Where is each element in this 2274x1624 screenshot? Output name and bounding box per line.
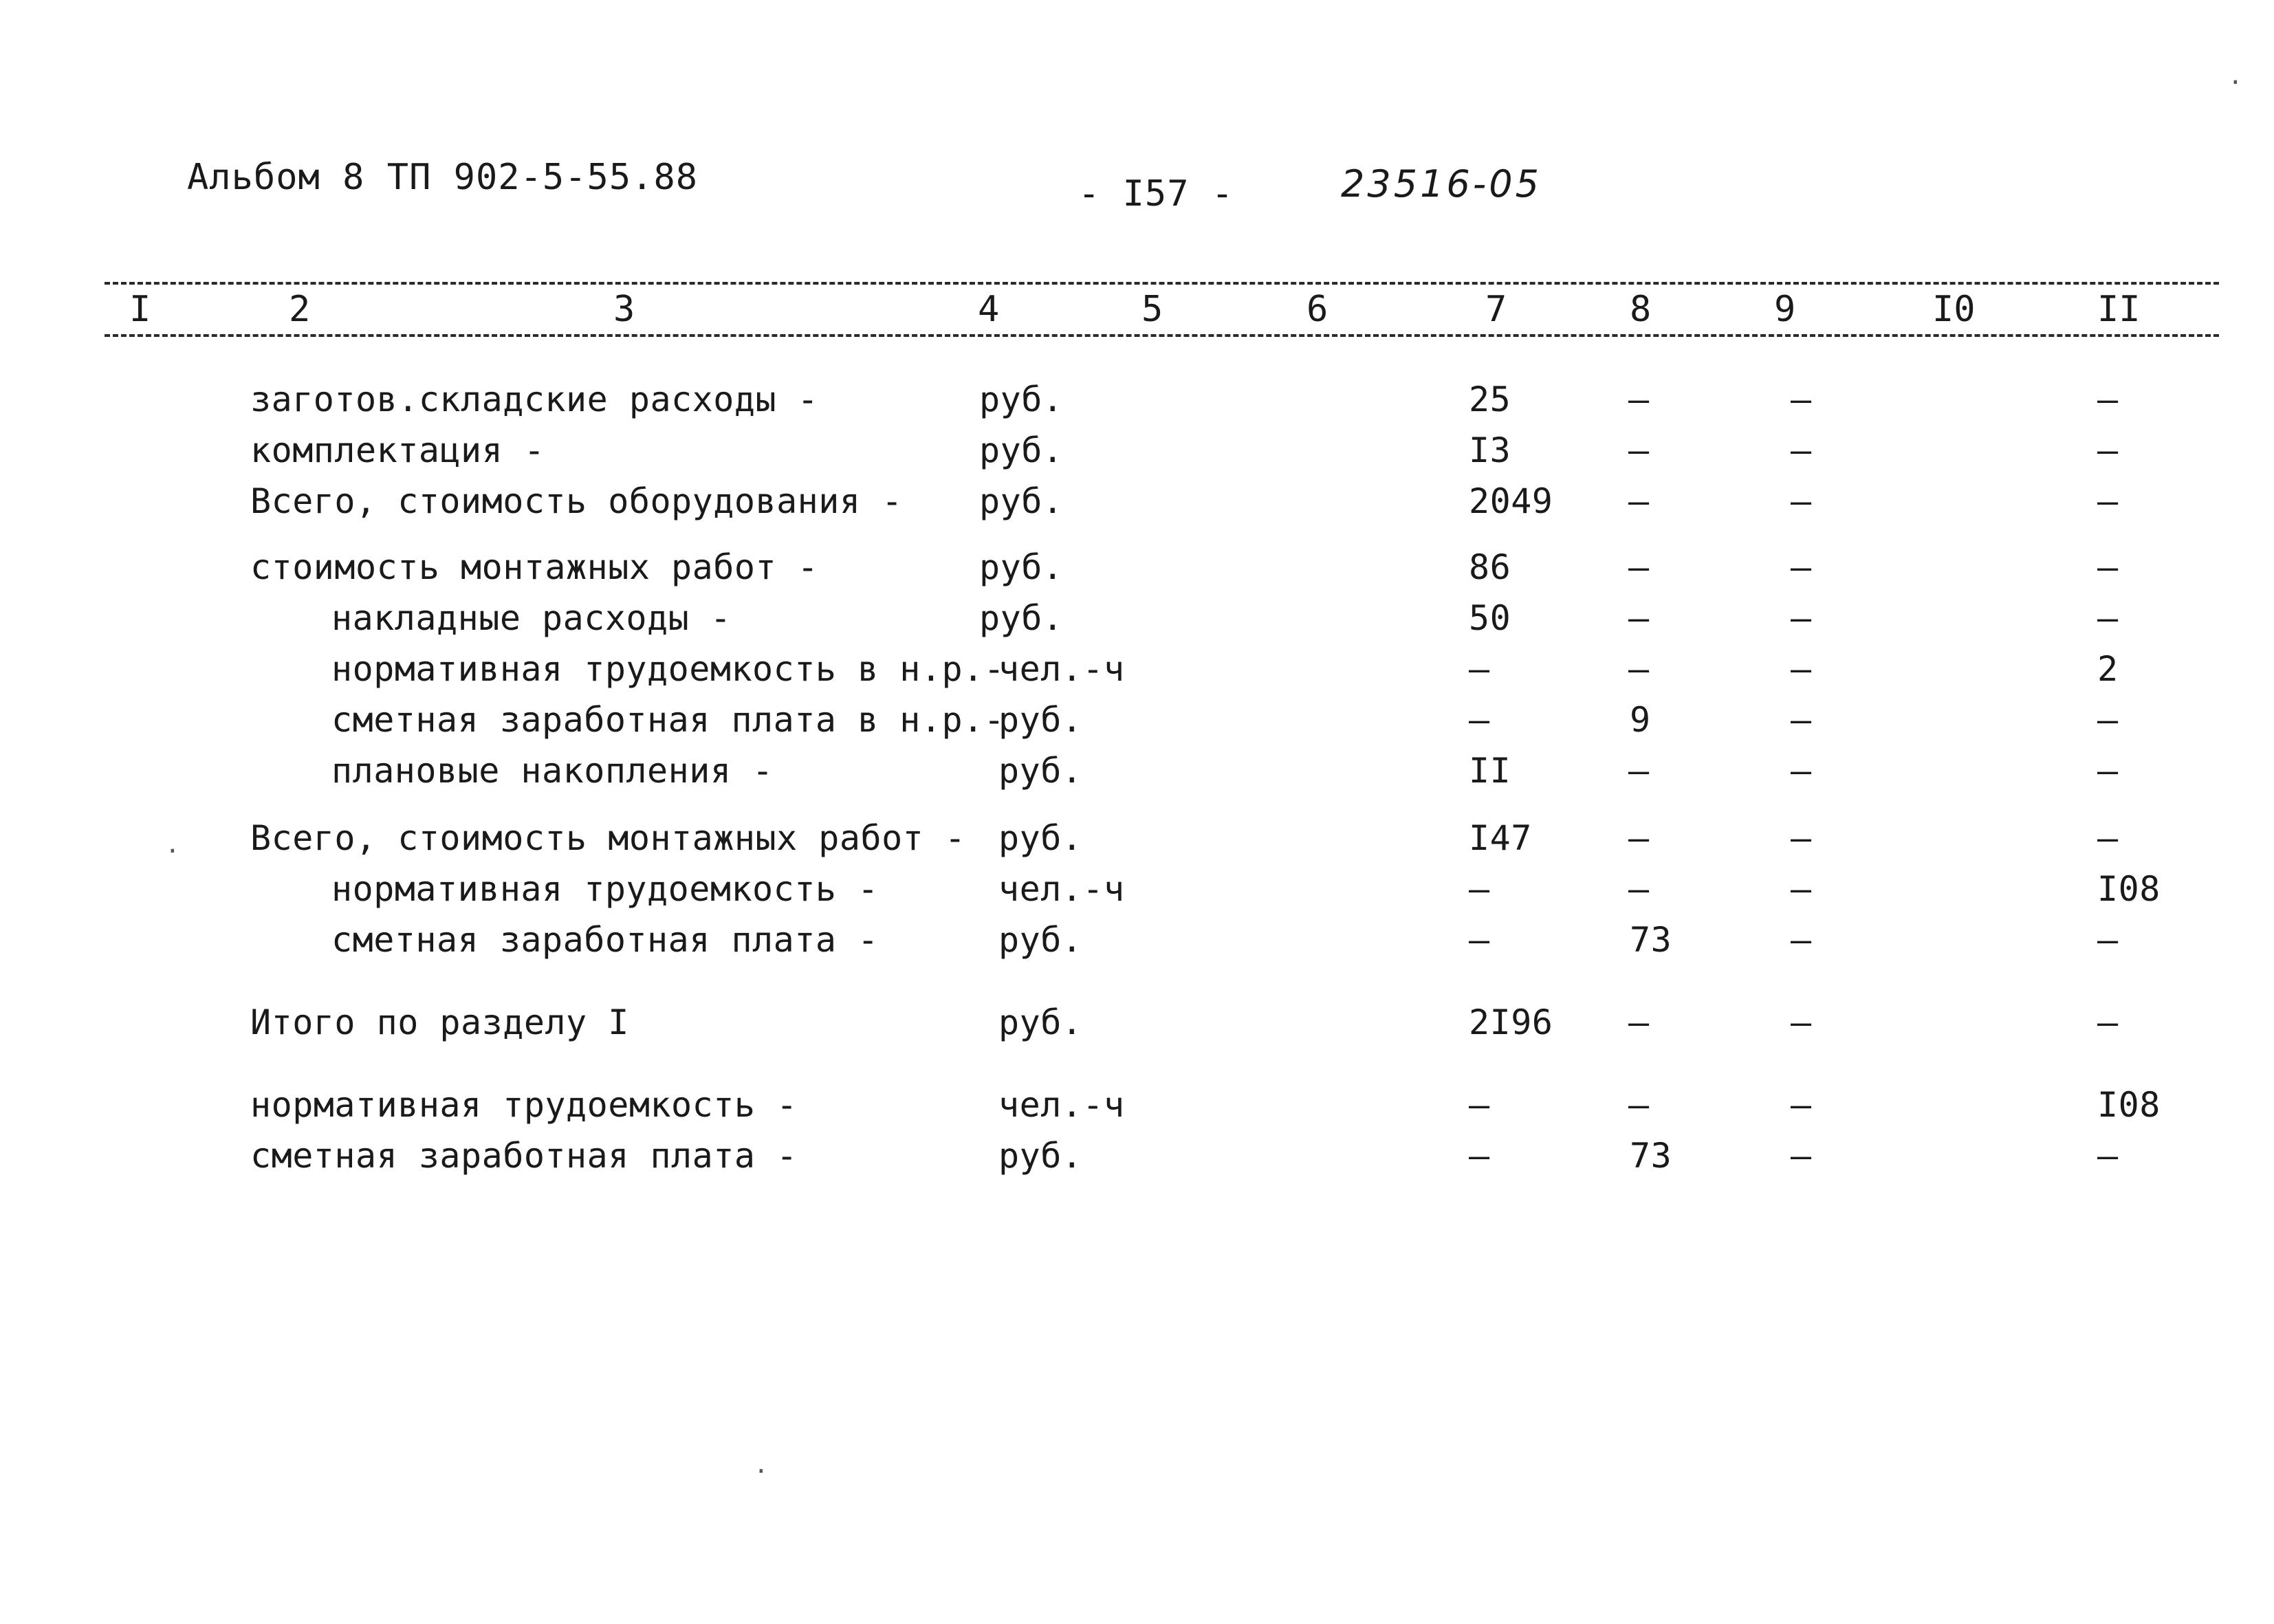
row-value-col11: 2 xyxy=(2097,649,2119,689)
row-value-col8: – xyxy=(1628,818,1650,858)
column-number: II xyxy=(2097,289,2141,330)
row-value-col9: – xyxy=(1791,818,1812,858)
row-unit: чел.-ч xyxy=(998,1085,1125,1125)
row-unit: чел.-ч xyxy=(998,649,1125,689)
scan-speck: · xyxy=(165,837,180,866)
row-unit: руб. xyxy=(979,598,1064,638)
column-number: I xyxy=(129,289,151,330)
row-value-col8: – xyxy=(1628,430,1650,470)
scan-speck: · xyxy=(754,1458,769,1486)
row-value-col9: – xyxy=(1791,1085,1812,1125)
row-value-col8: 73 xyxy=(1630,1136,1672,1176)
row-value-col7: – xyxy=(1469,869,1490,909)
row-value-col7: – xyxy=(1469,649,1490,689)
column-number: 3 xyxy=(613,289,635,330)
row-value-col8: – xyxy=(1628,481,1650,521)
row-value-col11: – xyxy=(2097,700,2119,740)
row-value-col7: – xyxy=(1469,700,1490,740)
row-unit: руб. xyxy=(979,380,1064,419)
row-label: сметная заработная плата - xyxy=(250,1136,798,1176)
table-rule-top xyxy=(105,282,2219,285)
column-number: I0 xyxy=(1932,289,1976,330)
row-value-col11: – xyxy=(2097,598,2119,638)
row-value-col7: – xyxy=(1469,920,1490,960)
row-value-col9: – xyxy=(1791,1136,1812,1176)
row-label: сметная заработная плата в н.р.- xyxy=(331,700,1005,740)
scan-speck: · xyxy=(2228,69,2243,97)
row-label: Итого по разделу I xyxy=(250,1002,629,1042)
row-unit: руб. xyxy=(979,481,1064,521)
row-value-col8: – xyxy=(1628,380,1650,419)
column-number: 4 xyxy=(978,289,1000,330)
row-value-col7: I3 xyxy=(1469,430,1511,470)
row-unit: руб. xyxy=(998,1002,1083,1042)
row-label: Всего, стоимость оборудования - xyxy=(250,481,903,521)
row-label: Всего, стоимость монтажных работ - xyxy=(250,818,966,858)
row-value-col9: – xyxy=(1791,380,1812,419)
row-value-col9: – xyxy=(1791,547,1812,587)
row-value-col7: 2I96 xyxy=(1469,1002,1553,1042)
row-value-col7: 86 xyxy=(1469,547,1511,587)
row-label: плановые накопления - xyxy=(331,751,774,791)
row-value-col8: 9 xyxy=(1630,700,1651,740)
row-value-col8: – xyxy=(1628,869,1650,909)
row-value-col11: – xyxy=(2097,1002,2119,1042)
row-value-col7: – xyxy=(1469,1085,1490,1125)
row-value-col8: – xyxy=(1628,1085,1650,1125)
row-value-col11: – xyxy=(2097,380,2119,419)
album-reference: Альбом 8 ТП 902-5-55.88 xyxy=(187,157,699,198)
row-unit: чел.-ч xyxy=(998,869,1125,909)
row-value-col11: – xyxy=(2097,818,2119,858)
row-value-col9: – xyxy=(1791,751,1812,791)
row-label: стоимость монтажных работ - xyxy=(250,547,819,587)
row-label: комплектация - xyxy=(250,430,545,470)
row-value-col9: – xyxy=(1791,598,1812,638)
column-number: 7 xyxy=(1485,289,1507,330)
row-value-col7: I47 xyxy=(1469,818,1532,858)
document-number: 23516-05 xyxy=(1341,162,1542,206)
column-number: 5 xyxy=(1141,289,1163,330)
row-unit: руб. xyxy=(998,920,1083,960)
row-value-col9: – xyxy=(1791,920,1812,960)
row-label: заготов.складские расходы - xyxy=(250,380,819,419)
row-value-col11: I08 xyxy=(2097,1085,2161,1125)
row-value-col9: – xyxy=(1791,430,1812,470)
row-value-col11: – xyxy=(2097,430,2119,470)
row-value-col9: – xyxy=(1791,1002,1812,1042)
row-value-col11: – xyxy=(2097,481,2119,521)
row-value-col8: – xyxy=(1628,1002,1650,1042)
row-value-col8: – xyxy=(1628,547,1650,587)
table-rule-bottom xyxy=(105,334,2219,337)
column-number: 2 xyxy=(289,289,311,330)
row-unit: руб. xyxy=(998,1136,1083,1176)
row-label: сметная заработная плата - xyxy=(331,920,879,960)
row-value-col8: – xyxy=(1628,751,1650,791)
row-value-col7: 50 xyxy=(1469,598,1511,638)
row-value-col11: I08 xyxy=(2097,869,2161,909)
row-label: нормативная трудоемкость в н.р.- xyxy=(331,649,1005,689)
row-value-col7: – xyxy=(1469,1136,1490,1176)
row-value-col11: – xyxy=(2097,751,2119,791)
row-value-col9: – xyxy=(1791,649,1812,689)
row-unit: руб. xyxy=(998,818,1083,858)
row-label: нормативная трудоемкость - xyxy=(250,1085,798,1125)
row-value-col9: – xyxy=(1791,481,1812,521)
row-value-col9: – xyxy=(1791,700,1812,740)
row-value-col11: – xyxy=(2097,1136,2119,1176)
row-unit: руб. xyxy=(979,430,1064,470)
row-value-col9: – xyxy=(1791,869,1812,909)
row-value-col11: – xyxy=(2097,547,2119,587)
row-value-col8: – xyxy=(1628,598,1650,638)
row-value-col7: 2049 xyxy=(1469,481,1553,521)
row-value-col8: 73 xyxy=(1630,920,1672,960)
row-unit: руб. xyxy=(979,547,1064,587)
row-unit: руб. xyxy=(998,751,1083,791)
row-value-col8: – xyxy=(1628,649,1650,689)
column-number: 6 xyxy=(1307,289,1329,330)
row-value-col7: 25 xyxy=(1469,380,1511,419)
row-label: нормативная трудоемкость - xyxy=(331,869,879,909)
row-label: накладные расходы - xyxy=(331,598,732,638)
column-number: 8 xyxy=(1630,289,1652,330)
row-value-col7: II xyxy=(1469,751,1511,791)
column-number: 9 xyxy=(1774,289,1796,330)
page-number: - I57 - xyxy=(1078,173,1234,215)
row-value-col11: – xyxy=(2097,920,2119,960)
row-unit: руб. xyxy=(998,700,1083,740)
